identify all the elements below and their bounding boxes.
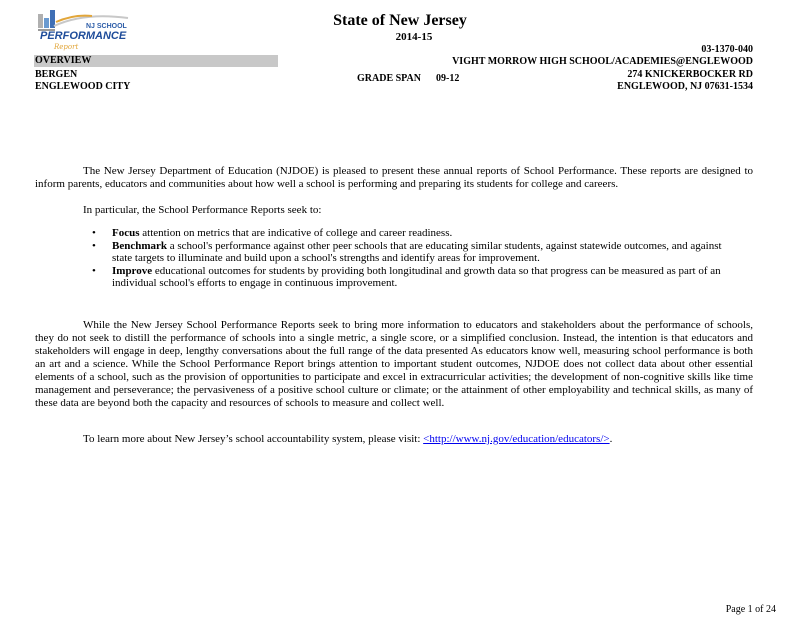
learn-more-prefix: To learn more about New Jersey’s school accountability system, please visit: [83,433,424,445]
school-address-line2: ENGLEWOOD, NJ 07631-1534 [617,81,753,92]
grade-span-label: GRADE SPAN [357,73,421,84]
bullet-text: educational outcomes for students by providing both longitudinal and growth data so that progress can be measured as part of an individual school's efforts to engage in continuous improvement. [112,264,721,289]
accountability-link[interactable]: <http://www.nj.gov/education/educators/> [423,433,610,445]
grade-span-value: 09-12 [436,73,460,84]
district-name: ENGLEWOOD CITY [35,81,131,92]
logo-line1: NJ SCHOOL [86,23,127,30]
bullet-keyword: Improve [112,264,153,277]
bullet-keyword: Focus [112,227,140,239]
goals-list [92,227,732,290]
bullet-icon: • [92,227,96,239]
learn-more-suffix: . [609,433,613,445]
bullet-icon: • [92,264,96,277]
school-name: VIGHT MORROW HIGH SCHOOL/ACADEMIES@ENGLEWOOD [452,56,753,67]
page-title: State of New Jersey [333,12,467,29]
section-label: OVERVIEW [34,55,278,67]
bullet-text: attention on metrics that are indicative of college and career readiness. [139,227,453,239]
list-item [92,227,732,240]
bullet-keyword: Benchmark [112,239,167,252]
learn-more-line [83,433,612,446]
county-name: BERGEN [35,69,78,80]
page-number: Page 1 of 24 [725,604,776,615]
school-name-clip [450,55,753,68]
bullet-text: a school's performance against other peer schools that are educating similar students, against statewide outcomes, and against state targets to illuminate and build upon a school's strengths and identify areas for improvement. [112,239,722,264]
report-year: 2014-15 [395,31,433,43]
lead-in-text: In particular, the School Performance Reports seek to: [83,204,322,216]
intro-paragraph: The New Jersey Department of Education (NJDOE) is pleased to present these annual reports of School Performance. These reports are designed to inform parents, educators and communities about how well a school is performing and preparing its students for college and careers. [35,165,753,190]
logo-line3: Report [54,43,79,51]
school-address-line1: 274 KNICKERBOCKER RD [627,69,753,80]
bullet-icon: • [92,239,96,252]
logo-line2: PERFORMANCE [40,30,127,42]
limitations-paragraph: While the New Jersey School Performance Reports seek to bring more information to educators and stakeholders about the performance of schools, they do not seek to distill the performance of schools into a single metric, a single score, or a simplified conclusion. Instead, the intention is that educators and stakeholders will engage in deep, lengthy conversations about the full range of the data presented As educators know well, measuring school performance is both an art and a science. While the School Performance Report brings attention to important student outcomes, NJDOE does not collect data about other essential elements of a school, such as the provision of opportunities to participate and excel in extracurricular activities; the development of non-cognitive skills like time management and perseverance; the pervasiveness of a positive school culture or climate; or the attainment of other employability and technical skills, as many of these data are beyond both the capacity and resources of schools to measure and collect well. [35,319,753,409]
list-item [92,240,732,265]
list-item [92,265,732,290]
school-code: 03-1370-040 [701,44,753,55]
